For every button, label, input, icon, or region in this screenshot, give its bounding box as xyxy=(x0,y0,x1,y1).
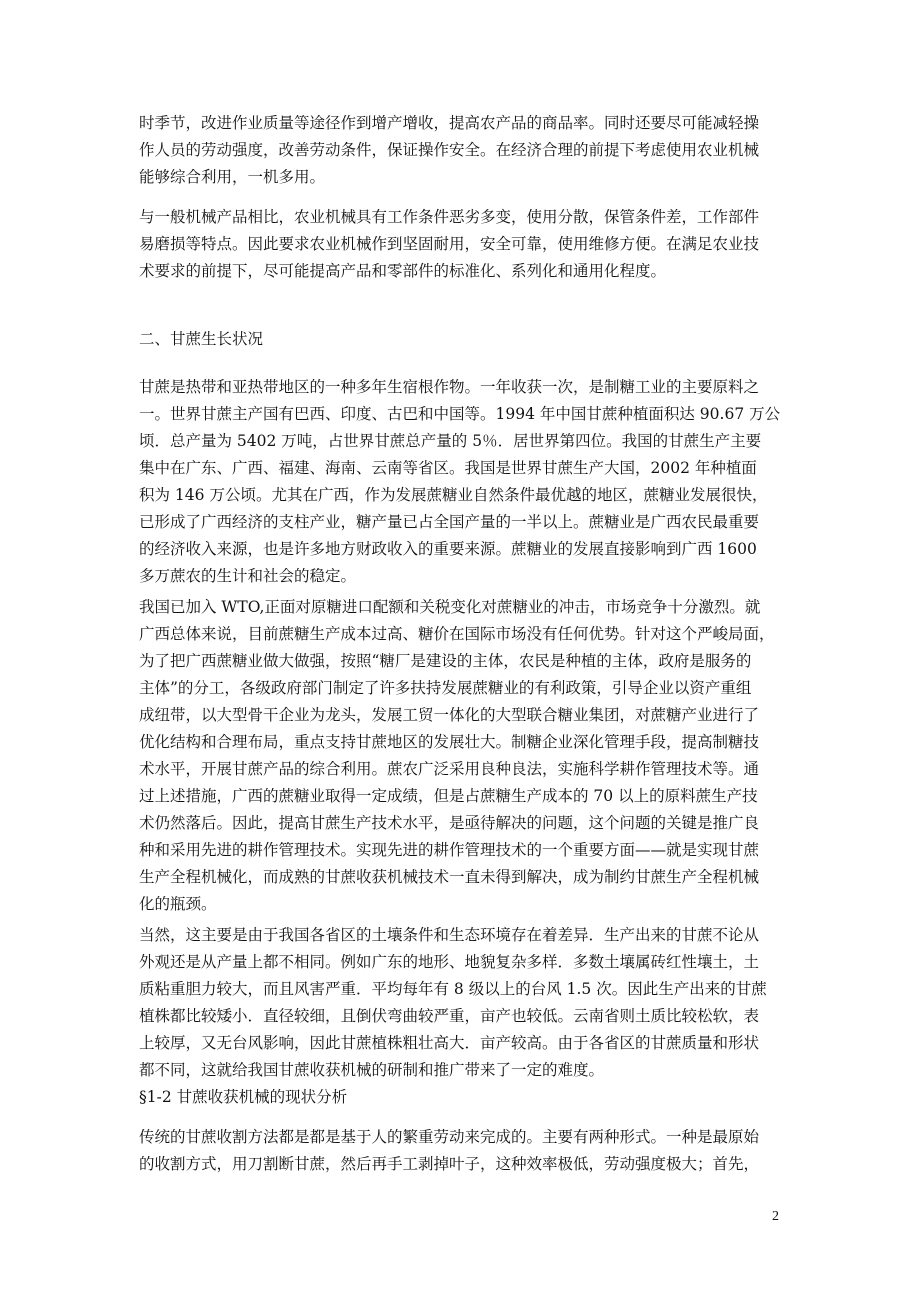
text-line: 术仍然落后。因此，提高甘蔗生产技术水平，是亟待解决的问题，这个问题的关键是推广良 xyxy=(139,814,760,832)
section-heading-sugarcane-growth: 二、甘蔗生长状况 xyxy=(139,330,264,348)
text-line: 植株都比较矮小．直径较细，且倒伏弯曲较严重，亩产也较低。云南省则土质比较松软，表 xyxy=(139,1007,760,1025)
text-line: 已形成了广西经济的支柱产业，糖产量已占全国产量的一半以上。蔗糖业是广西农民最重要 xyxy=(139,513,760,531)
text-line: 集中在广东、广西、福建、海南、云南等省区。我国是世界甘蔗生产大国，2002 年种植面 xyxy=(139,459,757,477)
text-line: 主体”的分工，各级政府部门制定了许多扶持发展蔗糖业的有利政策，引导企业以资产重组 xyxy=(139,679,752,697)
text-line: 广西总体来说，目前蔗糖生产成本过高、糖价在国际市场没有任何优势。针对这个严峻局面， xyxy=(139,625,775,643)
text-line: 易磨损等特点。因此要求农业机械作到坚固耐用，安全可靠，使用维修方便。在满足农业技 xyxy=(139,235,760,253)
text-line: 优化结构和合理布局，重点支持甘蔗地区的发展壮大。制糖企业深化管理手段，提高制糖技 xyxy=(139,733,760,751)
text-line: 种和采用先进的耕作管理技术。实现先进的耕作管理技术的一个重要方面——就是实现甘蔗 xyxy=(139,841,760,859)
text-line: 成纽带，以大型骨干企业为龙头，发展工贸一体化的大型联合糖业集团，对蔗糖产业进行了 xyxy=(139,706,760,724)
text-line: 的收割方式，用刀割断甘蔗，然后再手工剥掉叶子，这种效率极低，劳动强度极大；首先， xyxy=(139,1155,760,1173)
text-line: 为了把广西蔗糖业做大做强，按照“糖厂是建设的主体，农民是种植的主体，政府是服务的 xyxy=(139,652,752,670)
text-line: 能够综合利用，一机多用。 xyxy=(139,168,326,186)
page-number: 2 xyxy=(772,1209,779,1224)
text-line: 顷．总产量为 5402 万吨，占世界甘蔗总产量的 5％．居世界第四位。我国的甘蔗生产主要 xyxy=(139,432,762,450)
text-line: 我国已加入 WTO,正面对原糖进口配额和关税变化对蔗糖业的冲击，市场竞争十分激烈。就 xyxy=(139,598,761,616)
text-line: 术要求的前提下，尽可能提高产品和零部件的标准化、系列化和通用化程度。 xyxy=(139,262,667,280)
section-heading-harvester-analysis: §1-2 甘蔗收获机械的现状分析 xyxy=(139,1088,348,1106)
paragraph-wto-impact xyxy=(139,594,789,918)
text-line: 传统的甘蔗收割方法都是都是基于人的繁重劳动来完成的。主要有两种形式。一种是最原始 xyxy=(139,1128,760,1146)
text-line: 一。世界甘蔗主产国有巴西、印度、古巴和中国等。1994 年中国甘蔗种植面积达 90.67 万公 xyxy=(139,405,781,423)
text-line: 多万蔗农的生计和社会的稳定。 xyxy=(139,567,357,585)
paragraph-regional-differences xyxy=(139,922,789,1084)
text-line: 都不同，这就给我国甘蔗收获机械的研制和推广带来了一定的难度。 xyxy=(139,1061,605,1079)
paragraph-machinery-characteristics xyxy=(139,204,789,285)
text-line: 化的瓶颈。 xyxy=(139,895,217,913)
text-line: 生产全程机械化，而成熟的甘蔗收获机械技术一直未得到解决，成为制约甘蔗生产全程机械 xyxy=(139,868,760,886)
text-line: 外观还是从产量上都不相同。例如广东的地形、地貌复杂多样．多数土壤属砖红性壤土，土 xyxy=(139,953,760,971)
text-line: 当然，这主要是由于我国各省区的土壤条件和生态环境存在着差异．生产出来的甘蔗不论从 xyxy=(139,926,760,944)
text-line: 质粘重胆力较大，而且风害严重．平均每年有 8 级以上的台风 1.5 次。因此生产出来的甘蔗 xyxy=(139,980,767,998)
text-line: 术水平，开展甘蔗产品的综合利用。蔗农广泛采用良种良法，实施科学耕作管理技术等。通 xyxy=(139,760,760,778)
paragraph-agri-machinery-requirements xyxy=(139,110,789,191)
text-line: 时季节，改进作业质量等途径作到增产增收，提高农产品的商品率。同时还要尽可能减轻操 xyxy=(139,114,760,132)
text-line: 作人员的劳动强度，改善劳动条件，保证操作安全。在经济合理的前提下考虑使用农业机械 xyxy=(139,141,760,159)
text-line: 上较厚，又无台风影响，因此甘蔗植株粗壮高大．亩产较高。由于各省区的甘蔗质量和形状 xyxy=(139,1034,760,1052)
text-line: 与一般机械产品相比，农业机械具有工作条件恶劣多变，使用分散，保管条件差，工作部件 xyxy=(139,208,760,226)
text-line: 过上述措施，广西的蔗糖业取得一定成绩，但是占蔗糖生产成本的 70 以上的原料蔗生产技 xyxy=(139,787,758,805)
text-line: 积为 146 万公顷。尤其在广西，作为发展蔗糖业自然条件最优越的地区，蔗糖业发展很快， xyxy=(139,486,768,504)
text-line: 的经济收入来源，也是许多地方财政收入的重要来源。蔗糖业的发展直接影响到广西 1600 xyxy=(139,540,757,558)
paragraph-sugarcane-overview xyxy=(139,374,789,590)
text-line: 甘蔗是热带和亚热带地区的一种多年生宿根作物。一年收获一次，是制糖工业的主要原料之 xyxy=(139,378,760,396)
paragraph-traditional-harvest xyxy=(139,1124,789,1178)
